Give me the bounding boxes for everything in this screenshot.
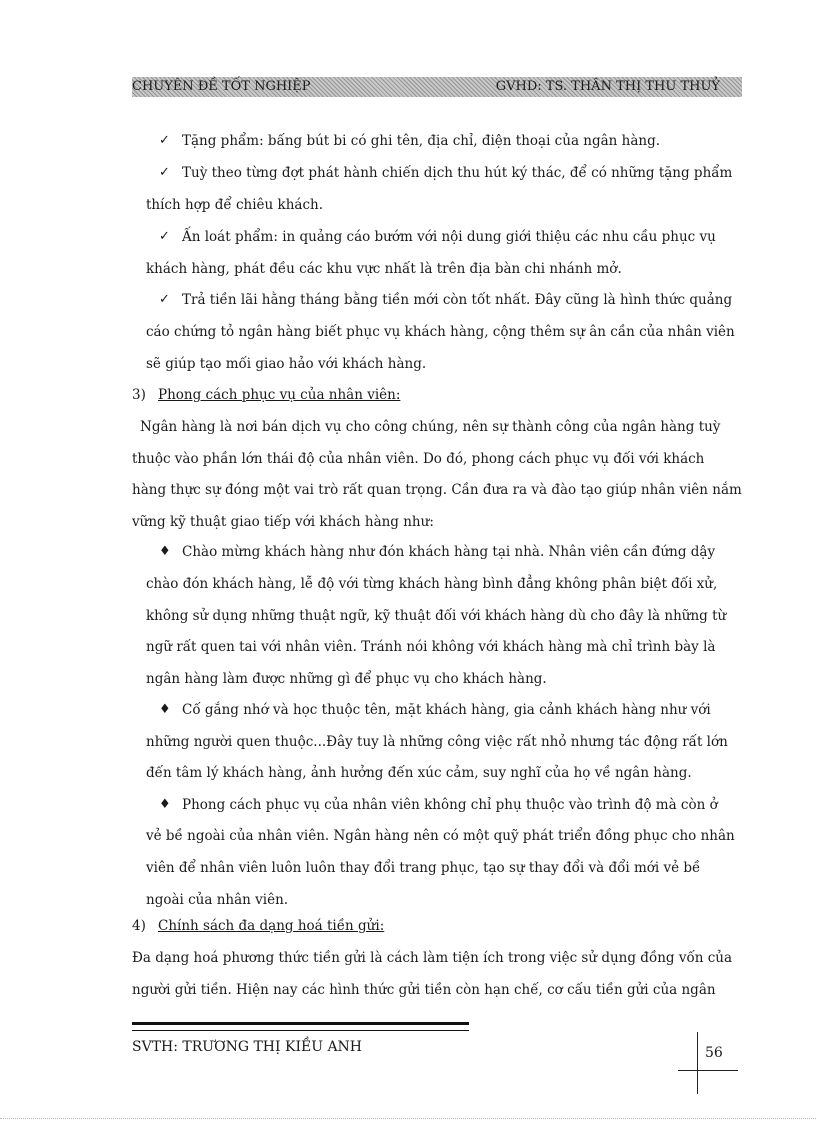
diamond-bullet-icon: ♦ [159, 797, 171, 812]
text-line: Phong cách phục vụ của nhân viên không chỉ phụ thuộc vào trình độ mà còn ở [182, 797, 718, 813]
footer-rule [132, 1022, 469, 1031]
text-line: thích hợp để chiêu khách. [146, 197, 323, 213]
page-header [132, 77, 742, 97]
text-line: ngoài của nhân viên. [146, 892, 289, 908]
text-line: những người quen thuộc...Đây tuy là những công việc rất nhỏ nhưng tác động rất lớn [146, 734, 728, 750]
text-line: Trả tiền lãi hằng tháng bằng tiền mới còn tốt nhất. Đây cũng là hình thức quảng [182, 292, 733, 308]
section-4-title: Chính sách đa dạng hoá tiền gửi: [158, 918, 385, 934]
text-line: Tuỳ theo từng đợt phát hành chiến dịch thu hút ký thác, để có những tặng phẩm [182, 165, 733, 181]
section-4-number: 4) [132, 918, 146, 934]
check-icon: ✓ [159, 133, 170, 148]
text-line: ngữ rất quen tai với nhân viên. Tránh nói không với khách hàng mà chỉ trình bày là [146, 639, 716, 655]
text-line: Ngân hàng là nơi bán dịch vụ cho công chúng, nên sự thành công của ngân hàng tuỳ [140, 419, 721, 435]
text-line: vững kỹ thuật giao tiếp với khách hàng như: [132, 514, 434, 530]
text-line: Đa dạng hoá phương thức tiền gửi là cách làm tiện ích trong việc sử dụng đồng vốn của [132, 950, 733, 966]
text-line: chào đón khách hàng, lễ độ với từng khách hàng bình đẳng không phân biệt đối xử, [146, 576, 718, 592]
text-line: khách hàng, phát đều các khu vực nhất là trên địa bàn chi nhánh mở. [146, 261, 622, 277]
page-number: 56 [705, 1045, 723, 1061]
header-left: CHUYÊN ĐỀ TỐT NGHIỆP [132, 79, 311, 94]
check-icon: ✓ [159, 292, 170, 307]
text-line: viên để nhân viên luôn luôn thay đổi trang phục, tạo sự thay đổi và đổi mới vẻ bề [146, 860, 701, 876]
text-line: Chào mừng khách hàng như đón khách hàng tại nhà. Nhân viên cần đứng dậy [182, 544, 716, 560]
text-line: Cố gắng nhớ và học thuộc tên, mặt khách hàng, gia cảnh khách hàng như với [182, 702, 711, 718]
text-line: Ấn loát phẩm: in quảng cáo bướm với nội dung giới thiệu các nhu cầu phục vụ [182, 229, 716, 245]
text-line: Tặng phẩm: bấng bút bi có ghi tên, địa chỉ, điện thoại của ngân hàng. [182, 133, 661, 149]
text-line: hàng thực sự đóng một vai trò rất quan trọng. Cần đưa ra và đào tạo giúp nhân viên nắm [132, 482, 742, 498]
diamond-bullet-icon: ♦ [159, 544, 171, 559]
text-line: người gửi tiền. Hiện nay các hình thức gửi tiền còn hạn chế, cơ cấu tiền gửi của ngân [132, 982, 716, 998]
text-line: đến tâm lý khách hàng, ảnh hưởng đến xúc cảm, suy nghĩ của họ về ngân hàng. [146, 765, 692, 781]
check-icon: ✓ [159, 165, 170, 180]
text-line: sẽ giúp tạo mối giao hảo với khách hàng. [146, 356, 427, 372]
text-line: ngân hàng làm được những gì để phục vụ cho khách hàng. [146, 671, 547, 687]
footer-author: SVTH: TRƯƠNG THỊ KIỀU ANH [132, 1039, 363, 1055]
header-right: GVHD: TS. THÂN THỊ THU THUỶ [495, 79, 720, 94]
footer-vertical-rule [697, 1032, 698, 1094]
text-line: vẻ bề ngoài của nhân viên. Ngân hàng nên có một quỹ phát triển đồng phục cho nhân [146, 828, 735, 844]
text-line: cáo chứng tỏ ngân hàng biết phục vụ khách hàng, cộng thêm sự ân cần của nhân viên [146, 324, 735, 340]
diamond-bullet-icon: ♦ [159, 702, 171, 717]
page-bottom-edge [0, 1118, 816, 1119]
footer-horizontal-rule [678, 1070, 738, 1071]
section-3-number: 3) [132, 387, 146, 403]
text-line: thuộc vào phần lớn thái độ của nhân viên. Do đó, phong cách phục vụ đối với khách [132, 451, 705, 467]
section-3-title: Phong cách phục vụ của nhân viên: [158, 387, 401, 403]
text-line: không sử dụng những thuật ngữ, kỹ thuật đối với khách hàng dù cho đây là những từ [146, 608, 727, 624]
check-icon: ✓ [159, 229, 170, 244]
